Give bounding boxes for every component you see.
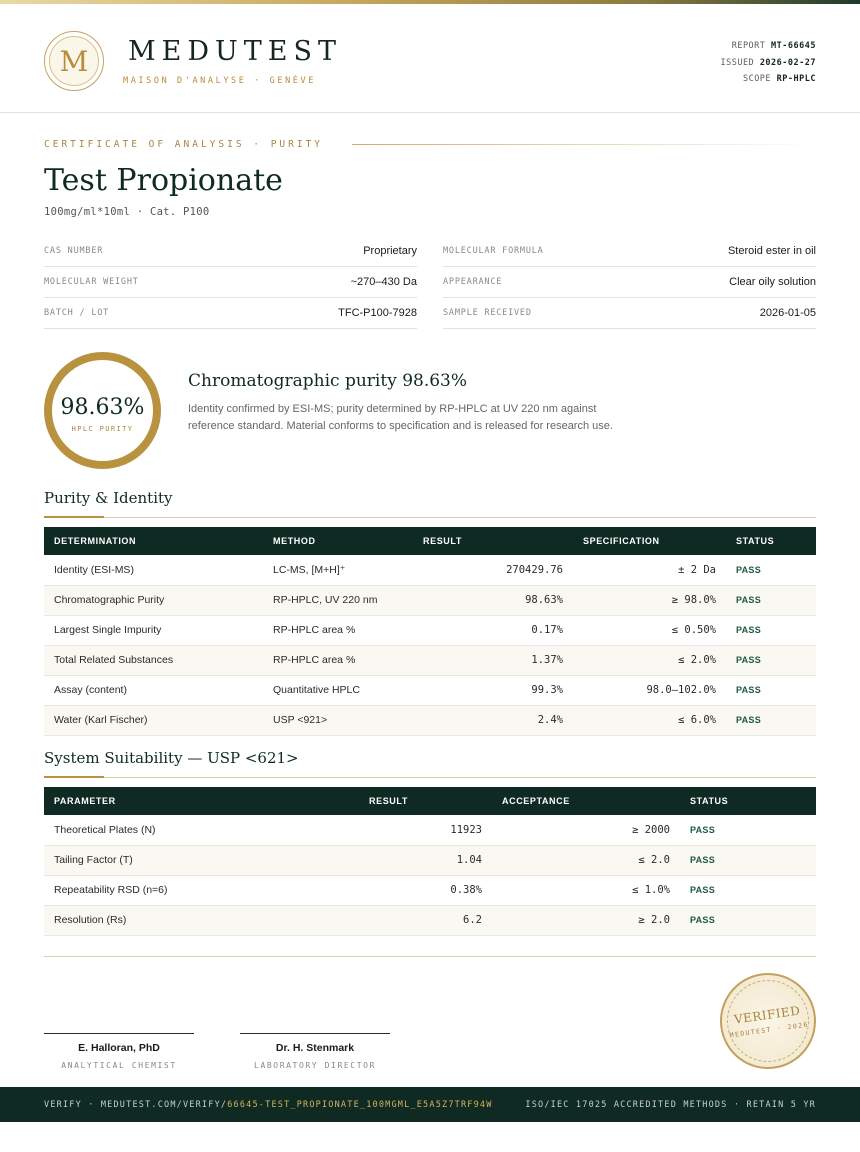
column-header: SPECIFICATION xyxy=(573,527,726,555)
product-subtitle: 100mg/ml*10ml · Cat. P100 xyxy=(44,206,210,218)
table-row xyxy=(44,615,816,645)
cell-method: RP-HPLC area % xyxy=(263,645,413,675)
cell-method: Quantitative HPLC xyxy=(263,675,413,705)
table-row xyxy=(44,905,816,935)
cell-determination: Identity (ESI-MS) xyxy=(44,555,263,585)
cell-specification: ± 2 Da xyxy=(573,555,726,585)
logo xyxy=(44,31,104,91)
cell-specification: 98.0–102.0% xyxy=(573,675,726,705)
section-accent xyxy=(44,516,104,518)
cell-result: 0.38% xyxy=(299,875,492,905)
spec-row xyxy=(443,298,816,329)
section-rule xyxy=(44,777,816,778)
signature-block xyxy=(44,1033,194,1070)
table-row xyxy=(44,705,816,735)
spec-value: 2026-01-05 xyxy=(759,307,816,319)
signature-block xyxy=(240,1033,390,1070)
cell-result: 270429.76 xyxy=(413,555,573,585)
spec-label: MOLECULAR WEIGHT xyxy=(44,277,139,287)
column-header: PARAMETER xyxy=(44,787,299,815)
purity-headline: Chromatographic purity 98.63% xyxy=(188,371,468,391)
spec-label: CAS NUMBER xyxy=(44,246,104,256)
status-badge: PASS xyxy=(680,845,816,875)
logo-monogram: M xyxy=(49,36,99,86)
report-id-line xyxy=(720,38,816,55)
section-rule xyxy=(44,517,816,518)
spec-value: TFC-P100-7928 xyxy=(338,307,417,319)
cell-method: RP-HPLC, UV 220 nm xyxy=(263,585,413,615)
cell-parameter: Resolution (Rs) xyxy=(44,905,299,935)
section-title-suitability: System Suitability — USP <621> xyxy=(44,749,299,767)
table-row xyxy=(44,875,816,905)
verified-seal xyxy=(714,967,822,1075)
verify-link[interactable]: 66645-TEST_PROPIONATE_100MGML_E5A5Z7TRF94W xyxy=(227,1099,493,1110)
status-badge: PASS xyxy=(726,615,816,645)
cell-determination: Water (Karl Fischer) xyxy=(44,705,263,735)
cell-determination: Chromatographic Purity xyxy=(44,585,263,615)
cell-result: 1.04 xyxy=(299,845,492,875)
eyebrow-divider xyxy=(352,144,816,145)
cell-acceptance: ≥ 2.0 xyxy=(492,905,680,935)
accreditation-text: ISO/IEC 17025 ACCREDITED METHODS · RETAIN 5 YR xyxy=(525,1099,816,1110)
cell-method: LC-MS, [M+H]⁺ xyxy=(263,555,413,585)
cell-parameter: Repeatability RSD (n=6) xyxy=(44,875,299,905)
column-header: METHOD xyxy=(263,527,413,555)
cell-specification: ≤ 6.0% xyxy=(573,705,726,735)
table-row xyxy=(44,645,816,675)
section-title-purity: Purity & Identity xyxy=(44,489,173,507)
certificate-eyebrow: CERTIFICATE OF ANALYSIS · PURITY xyxy=(44,139,324,150)
spec-label: APPEARANCE xyxy=(443,277,503,287)
purity-ring-value: 98.63% xyxy=(60,394,145,420)
cell-result: 1.37% xyxy=(413,645,573,675)
seal-text: VERIFIED xyxy=(733,1003,802,1027)
header xyxy=(0,4,860,113)
spec-value: Proprietary xyxy=(363,245,417,257)
seal-subtext: MEDUTEST · 2026 xyxy=(729,1020,810,1040)
status-badge: PASS xyxy=(726,585,816,615)
cell-specification: ≥ 98.0% xyxy=(573,585,726,615)
spec-value: Steroid ester in oil xyxy=(727,245,816,257)
spec-row xyxy=(44,298,417,329)
issued-line xyxy=(720,55,816,72)
table-row xyxy=(44,555,816,585)
cell-method: USP <921> xyxy=(263,705,413,735)
brand-tagline: MAISON D'ANALYSE · GENÈVE xyxy=(123,76,316,86)
spec-row xyxy=(443,267,816,298)
cell-result: 0.17% xyxy=(413,615,573,645)
column-header: STATUS xyxy=(726,527,816,555)
cell-parameter: Theoretical Plates (N) xyxy=(44,815,299,845)
product-title: Test Propionate xyxy=(44,163,283,198)
cell-result: 6.2 xyxy=(299,905,492,935)
table-row xyxy=(44,675,816,705)
status-badge: PASS xyxy=(726,645,816,675)
signatory-role: ANALYTICAL CHEMIST xyxy=(61,1061,177,1070)
seal-inner-ring xyxy=(722,975,815,1068)
table-header-row xyxy=(44,527,816,555)
verify-line xyxy=(44,1100,493,1110)
section-accent xyxy=(44,776,104,778)
cell-determination: Assay (content) xyxy=(44,675,263,705)
column-header: RESULT xyxy=(299,787,492,815)
spec-label: MOLECULAR FORMULA xyxy=(443,246,544,256)
footer xyxy=(0,1087,860,1122)
status-badge: PASS xyxy=(726,555,816,585)
cell-acceptance: ≤ 1.0% xyxy=(492,875,680,905)
spec-row xyxy=(44,267,417,298)
spec-label: SAMPLE RECEIVED xyxy=(443,308,532,318)
purity-ring-label: HPLC PURITY xyxy=(71,424,134,433)
column-header: DETERMINATION xyxy=(44,527,263,555)
cell-parameter: Tailing Factor (T) xyxy=(44,845,299,875)
cell-result: 11923 xyxy=(299,815,492,845)
status-badge: PASS xyxy=(726,705,816,735)
report-label: REPORT xyxy=(731,41,766,51)
report-value: MT-66645 xyxy=(771,41,816,51)
issued-value: 2026-02-27 xyxy=(759,57,816,68)
table-header-row xyxy=(44,787,816,815)
scope-value: RP-HPLC xyxy=(776,74,816,84)
issued-label: ISSUED xyxy=(720,57,755,68)
spec-grid xyxy=(44,236,816,329)
status-badge: PASS xyxy=(680,875,816,905)
status-badge: PASS xyxy=(680,815,816,845)
purity-ring xyxy=(44,352,161,469)
cell-determination: Total Related Substances xyxy=(44,645,263,675)
status-badge: PASS xyxy=(680,905,816,935)
report-meta xyxy=(720,38,816,88)
spec-value: Clear oily solution xyxy=(729,276,816,288)
table-row xyxy=(44,815,816,845)
cell-specification: ≤ 0.50% xyxy=(573,615,726,645)
cell-determination: Largest Single Impurity xyxy=(44,615,263,645)
signatory-name: Dr. H. Stenmark xyxy=(275,1042,355,1054)
column-header: ACCEPTANCE xyxy=(492,787,680,815)
status-badge: PASS xyxy=(726,675,816,705)
purity-identity-table xyxy=(44,527,816,736)
cell-specification: ≤ 2.0% xyxy=(573,645,726,675)
signature-divider xyxy=(44,956,816,957)
spec-row xyxy=(44,236,417,267)
table-row xyxy=(44,585,816,615)
column-header: RESULT xyxy=(413,527,573,555)
cell-result: 99.3% xyxy=(413,675,573,705)
cell-acceptance: ≥ 2000 xyxy=(492,815,680,845)
cell-acceptance: ≤ 2.0 xyxy=(492,845,680,875)
verify-prefix: VERIFY · MEDUTEST.COM/VERIFY/ xyxy=(44,1099,228,1110)
cell-result: 98.63% xyxy=(413,585,573,615)
spec-row xyxy=(443,236,816,267)
signatory-name: E. Halloran, PhD xyxy=(78,1042,160,1054)
purity-description: Identity confirmed by ESI-MS; purity determined by RP-HPLC at UV 220 nm against reference standard. Material conforms to specification and is released for research use. xyxy=(188,403,613,432)
cell-method: RP-HPLC area % xyxy=(263,615,413,645)
signatory-role: LABORATORY DIRECTOR xyxy=(254,1061,376,1070)
system-suitability-table xyxy=(44,787,816,936)
spec-value: ~270–430 Da xyxy=(350,276,417,288)
table-row xyxy=(44,845,816,875)
scope-label: SCOPE xyxy=(742,74,772,84)
scope-line xyxy=(720,71,816,88)
cell-result: 2.4% xyxy=(413,705,573,735)
column-header: STATUS xyxy=(680,787,816,815)
spec-label: BATCH / LOT xyxy=(44,308,110,318)
brand-name: MEDUTEST xyxy=(128,36,342,67)
